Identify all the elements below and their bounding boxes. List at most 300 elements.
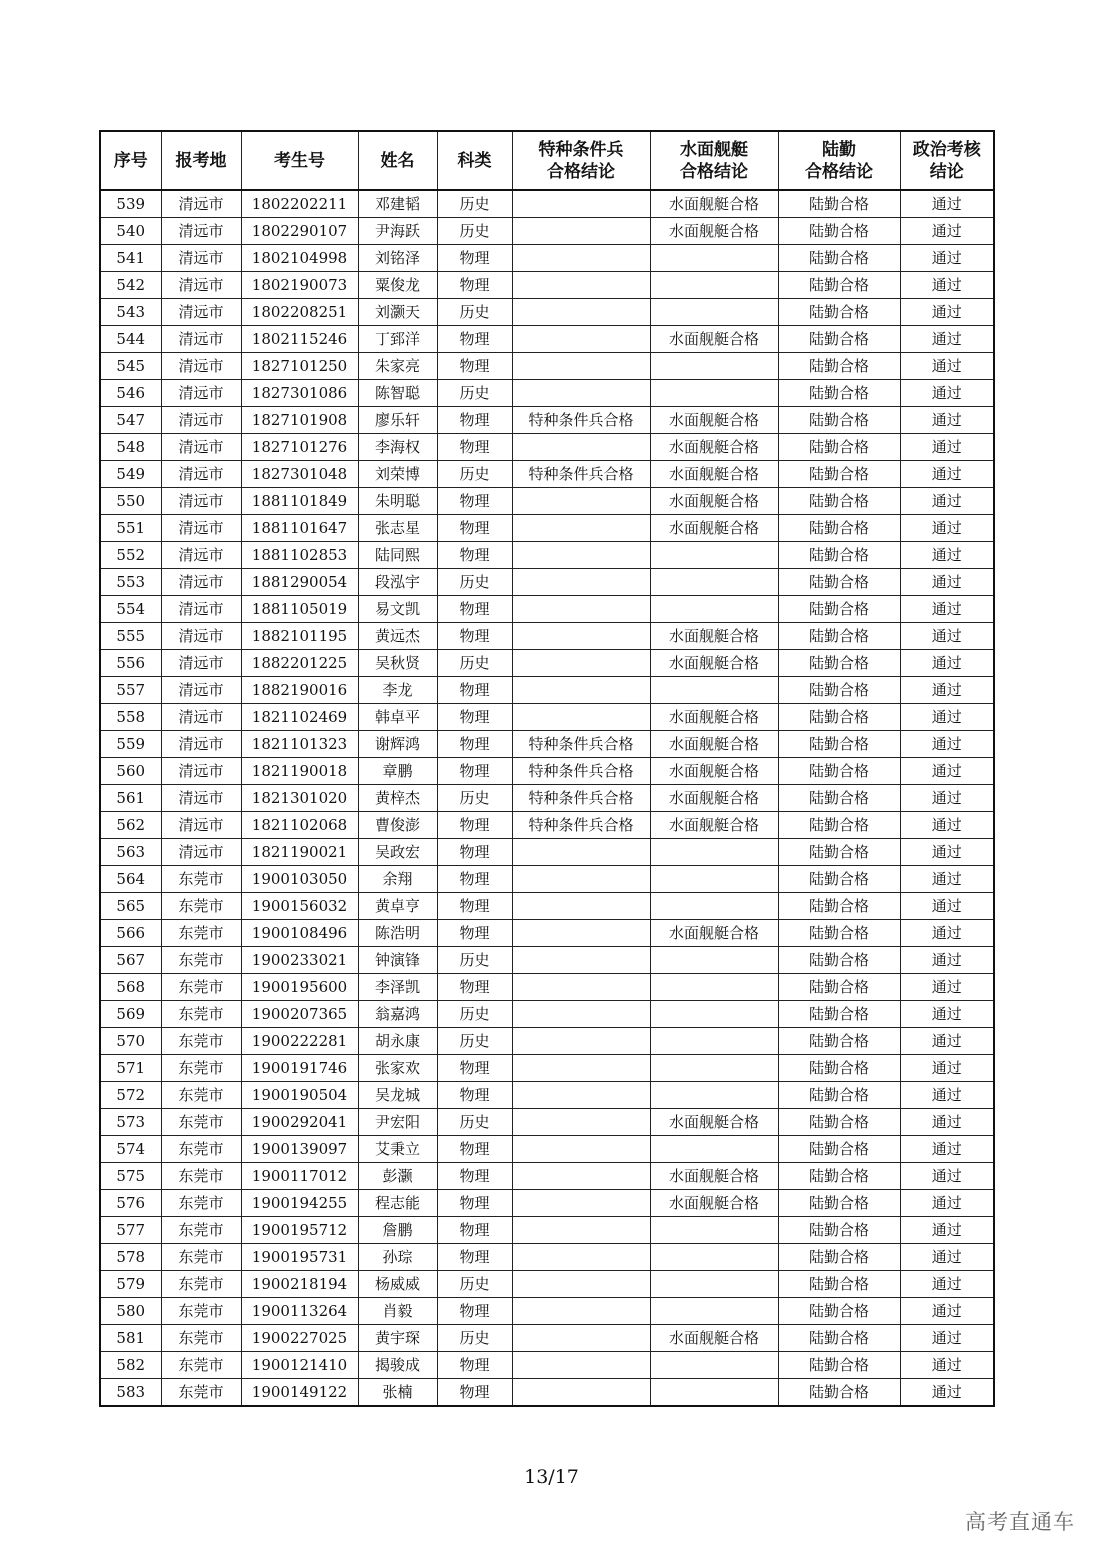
cell-ground-duty: 陆勤合格 [778,920,900,947]
cell-special-conditions [512,245,650,272]
table-row [100,407,994,434]
cell-political-review: 通过 [900,947,994,974]
table-row [100,893,994,920]
cell-subject: 物理 [437,1217,512,1244]
cell-exam-location: 东莞市 [161,1109,241,1136]
cell-surface-ship: 水面舰艇合格 [650,1109,778,1136]
cell-subject: 物理 [437,704,512,731]
cell-special-conditions: 特种条件兵合格 [512,758,650,785]
cell-subject: 历史 [437,569,512,596]
cell-exam-location: 东莞市 [161,1001,241,1028]
cell-name: 邓建韬 [358,190,437,218]
cell-name: 尹海跃 [358,218,437,245]
cell-name: 吴龙城 [358,1082,437,1109]
cell-index: 567 [100,947,161,974]
cell-exam-location: 清远市 [161,785,241,812]
cell-name: 章鹏 [358,758,437,785]
cell-subject: 物理 [437,974,512,1001]
cell-ground-duty: 陆勤合格 [778,1190,900,1217]
table-row [100,190,994,218]
cell-political-review: 通过 [900,190,994,218]
cell-surface-ship [650,1217,778,1244]
cell-name: 黄卓亨 [358,893,437,920]
cell-index: 581 [100,1325,161,1352]
cell-subject: 物理 [437,1163,512,1190]
cell-surface-ship: 水面舰艇合格 [650,731,778,758]
cell-surface-ship [650,974,778,1001]
cell-name: 廖乐轩 [358,407,437,434]
cell-name: 钟演锋 [358,947,437,974]
cell-candidate-number: 1900222281 [241,1028,358,1055]
cell-exam-location: 清远市 [161,650,241,677]
cell-special-conditions [512,542,650,569]
table-row [100,569,994,596]
header-ground-duty: 陆勤 合格结论 [778,131,900,190]
cell-candidate-number: 1900113264 [241,1298,358,1325]
table-row [100,542,994,569]
cell-special-conditions [512,515,650,542]
cell-special-conditions [512,677,650,704]
cell-ground-duty: 陆勤合格 [778,190,900,218]
cell-index: 540 [100,218,161,245]
cell-ground-duty: 陆勤合格 [778,947,900,974]
cell-candidate-number: 1900194255 [241,1190,358,1217]
watermark-text: 高考直通车 [965,1510,1075,1534]
cell-subject: 物理 [437,812,512,839]
cell-surface-ship [650,893,778,920]
cell-subject: 物理 [437,1190,512,1217]
cell-political-review: 通过 [900,785,994,812]
cell-special-conditions [512,1379,650,1407]
cell-political-review: 通过 [900,704,994,731]
cell-exam-location: 东莞市 [161,1136,241,1163]
table-row [100,1379,994,1407]
cell-ground-duty: 陆勤合格 [778,434,900,461]
cell-political-review: 通过 [900,650,994,677]
table-row [100,758,994,785]
cell-ground-duty: 陆勤合格 [778,1217,900,1244]
cell-name: 陆同熙 [358,542,437,569]
cell-candidate-number: 1900292041 [241,1109,358,1136]
cell-political-review: 通过 [900,623,994,650]
cell-candidate-number: 1881290054 [241,569,358,596]
cell-index: 539 [100,190,161,218]
cell-special-conditions [512,1298,650,1325]
cell-exam-location: 清远市 [161,569,241,596]
cell-subject: 物理 [437,515,512,542]
cell-candidate-number: 1881105019 [241,596,358,623]
cell-surface-ship: 水面舰艇合格 [650,1163,778,1190]
cell-special-conditions [512,974,650,1001]
header-name: 姓名 [358,131,437,190]
table-row [100,299,994,326]
cell-exam-location: 东莞市 [161,1379,241,1407]
header-candidate-number: 考生号 [241,131,358,190]
cell-surface-ship [650,542,778,569]
cell-exam-location: 清远市 [161,299,241,326]
cell-surface-ship [650,947,778,974]
cell-name: 黄远杰 [358,623,437,650]
cell-subject: 物理 [437,731,512,758]
cell-exam-location: 清远市 [161,542,241,569]
cell-ground-duty: 陆勤合格 [778,299,900,326]
cell-ground-duty: 陆勤合格 [778,866,900,893]
cell-index: 560 [100,758,161,785]
cell-special-conditions [512,1001,650,1028]
cell-surface-ship: 水面舰艇合格 [650,1190,778,1217]
cell-subject: 物理 [437,353,512,380]
cell-candidate-number: 1827101908 [241,407,358,434]
cell-special-conditions [512,1028,650,1055]
cell-surface-ship: 水面舰艇合格 [650,515,778,542]
cell-index: 561 [100,785,161,812]
cell-special-conditions [512,893,650,920]
cell-political-review: 通过 [900,1244,994,1271]
cell-subject: 物理 [437,1379,512,1407]
cell-subject: 物理 [437,839,512,866]
cell-candidate-number: 1821102068 [241,812,358,839]
cell-ground-duty: 陆勤合格 [778,353,900,380]
cell-political-review: 通过 [900,353,994,380]
cell-name: 丁郅洋 [358,326,437,353]
cell-name: 刘荣博 [358,461,437,488]
cell-ground-duty: 陆勤合格 [778,704,900,731]
cell-ground-duty: 陆勤合格 [778,542,900,569]
cell-exam-location: 清远市 [161,596,241,623]
cell-index: 554 [100,596,161,623]
cell-subject: 物理 [437,407,512,434]
cell-ground-duty: 陆勤合格 [778,1136,900,1163]
table-row [100,245,994,272]
cell-ground-duty: 陆勤合格 [778,1244,900,1271]
cell-index: 550 [100,488,161,515]
cell-subject: 物理 [437,893,512,920]
cell-political-review: 通过 [900,434,994,461]
cell-subject: 物理 [437,1082,512,1109]
cell-surface-ship: 水面舰艇合格 [650,190,778,218]
cell-surface-ship [650,380,778,407]
cell-name: 黄梓杰 [358,785,437,812]
cell-surface-ship: 水面舰艇合格 [650,758,778,785]
cell-surface-ship [650,1028,778,1055]
cell-name: 程志能 [358,1190,437,1217]
cell-exam-location: 清远市 [161,515,241,542]
cell-exam-location: 东莞市 [161,1055,241,1082]
cell-candidate-number: 1900149122 [241,1379,358,1407]
table-row [100,1244,994,1271]
cell-exam-location: 清远市 [161,623,241,650]
cell-subject: 历史 [437,1001,512,1028]
cell-political-review: 通过 [900,299,994,326]
cell-special-conditions: 特种条件兵合格 [512,785,650,812]
cell-surface-ship [650,1136,778,1163]
table-row [100,947,994,974]
cell-surface-ship: 水面舰艇合格 [650,1325,778,1352]
cell-index: 571 [100,1055,161,1082]
cell-special-conditions [512,1109,650,1136]
cell-political-review: 通过 [900,569,994,596]
cell-index: 562 [100,812,161,839]
cell-ground-duty: 陆勤合格 [778,1001,900,1028]
cell-special-conditions [512,1190,650,1217]
header-special-conditions: 特种条件兵 合格结论 [512,131,650,190]
cell-ground-duty: 陆勤合格 [778,569,900,596]
cell-candidate-number: 1900156032 [241,893,358,920]
cell-candidate-number: 1821190018 [241,758,358,785]
cell-ground-duty: 陆勤合格 [778,1298,900,1325]
cell-surface-ship [650,1244,778,1271]
cell-candidate-number: 1900191746 [241,1055,358,1082]
cell-subject: 历史 [437,1325,512,1352]
cell-subject: 历史 [437,650,512,677]
cell-ground-duty: 陆勤合格 [778,1109,900,1136]
cell-name: 艾秉立 [358,1136,437,1163]
cell-surface-ship [650,353,778,380]
table-row [100,353,994,380]
cell-political-review: 通过 [900,326,994,353]
cell-subject: 物理 [437,488,512,515]
cell-index: 555 [100,623,161,650]
cell-candidate-number: 1900117012 [241,1163,358,1190]
cell-exam-location: 东莞市 [161,1271,241,1298]
cell-index: 572 [100,1082,161,1109]
cell-special-conditions: 特种条件兵合格 [512,812,650,839]
cell-index: 579 [100,1271,161,1298]
cell-political-review: 通过 [900,1190,994,1217]
cell-special-conditions [512,947,650,974]
cell-candidate-number: 1881102853 [241,542,358,569]
cell-ground-duty: 陆勤合格 [778,974,900,1001]
cell-ground-duty: 陆勤合格 [778,758,900,785]
table-row [100,839,994,866]
cell-name: 尹宏阳 [358,1109,437,1136]
cell-ground-duty: 陆勤合格 [778,1271,900,1298]
cell-exam-location: 东莞市 [161,1190,241,1217]
cell-index: 563 [100,839,161,866]
cell-candidate-number: 1900190504 [241,1082,358,1109]
cell-index: 553 [100,569,161,596]
cell-name: 胡永康 [358,1028,437,1055]
cell-name: 孙琮 [358,1244,437,1271]
cell-index: 565 [100,893,161,920]
cell-political-review: 通过 [900,1055,994,1082]
table-row [100,677,994,704]
cell-exam-location: 东莞市 [161,866,241,893]
cell-name: 揭骏成 [358,1352,437,1379]
cell-name: 刘铭泽 [358,245,437,272]
cell-name: 粟俊龙 [358,272,437,299]
cell-candidate-number: 1827101250 [241,353,358,380]
cell-political-review: 通过 [900,1109,994,1136]
cell-special-conditions [512,650,650,677]
cell-index: 570 [100,1028,161,1055]
page-number: 13/17 [524,1466,579,1488]
cell-exam-location: 东莞市 [161,893,241,920]
table-header-row [100,131,994,190]
cell-surface-ship [650,1271,778,1298]
cell-political-review: 通过 [900,218,994,245]
cell-name: 朱家亮 [358,353,437,380]
cell-exam-location: 东莞市 [161,1028,241,1055]
cell-subject: 历史 [437,785,512,812]
cell-political-review: 通过 [900,677,994,704]
cell-name: 李泽凯 [358,974,437,1001]
cell-political-review: 通过 [900,461,994,488]
table-row [100,272,994,299]
cell-name: 肖毅 [358,1298,437,1325]
cell-candidate-number: 1900139097 [241,1136,358,1163]
cell-name: 段泓宇 [358,569,437,596]
cell-special-conditions [512,488,650,515]
cell-candidate-number: 1900195712 [241,1217,358,1244]
cell-candidate-number: 1802208251 [241,299,358,326]
cell-surface-ship: 水面舰艇合格 [650,434,778,461]
cell-special-conditions: 特种条件兵合格 [512,407,650,434]
cell-exam-location: 东莞市 [161,1298,241,1325]
cell-political-review: 通过 [900,380,994,407]
cell-ground-duty: 陆勤合格 [778,488,900,515]
cell-candidate-number: 1827301086 [241,380,358,407]
table-row [100,1055,994,1082]
cell-candidate-number: 1882101195 [241,623,358,650]
cell-candidate-number: 1821190021 [241,839,358,866]
cell-political-review: 通过 [900,1136,994,1163]
table-row [100,1190,994,1217]
cell-political-review: 通过 [900,731,994,758]
header-subject: 科类 [437,131,512,190]
table-row [100,785,994,812]
cell-name: 李龙 [358,677,437,704]
cell-candidate-number: 1900218194 [241,1271,358,1298]
cell-ground-duty: 陆勤合格 [778,785,900,812]
cell-surface-ship [650,1001,778,1028]
cell-political-review: 通过 [900,1271,994,1298]
cell-special-conditions [512,1136,650,1163]
cell-special-conditions [512,353,650,380]
cell-exam-location: 清远市 [161,245,241,272]
cell-ground-duty: 陆勤合格 [778,407,900,434]
table-row [100,461,994,488]
cell-subject: 物理 [437,677,512,704]
cell-subject: 物理 [437,920,512,947]
cell-exam-location: 清远市 [161,731,241,758]
cell-index: 552 [100,542,161,569]
cell-political-review: 通过 [900,1217,994,1244]
cell-candidate-number: 1827301048 [241,461,358,488]
cell-subject: 物理 [437,434,512,461]
cell-surface-ship [650,677,778,704]
cell-ground-duty: 陆勤合格 [778,515,900,542]
cell-subject: 物理 [437,866,512,893]
cell-ground-duty: 陆勤合格 [778,245,900,272]
cell-political-review: 通过 [900,542,994,569]
cell-special-conditions [512,218,650,245]
cell-special-conditions [512,1244,650,1271]
cell-political-review: 通过 [900,974,994,1001]
cell-subject: 物理 [437,623,512,650]
cell-exam-location: 清远市 [161,218,241,245]
table-row [100,488,994,515]
table-row [100,515,994,542]
cell-name: 余翔 [358,866,437,893]
cell-candidate-number: 1802104998 [241,245,358,272]
cell-special-conditions [512,704,650,731]
cell-name: 李海权 [358,434,437,461]
cell-candidate-number: 1882190016 [241,677,358,704]
cell-surface-ship [650,1352,778,1379]
cell-surface-ship [650,1082,778,1109]
cell-name: 陈浩明 [358,920,437,947]
cell-candidate-number: 1881101647 [241,515,358,542]
cell-special-conditions: 特种条件兵合格 [512,461,650,488]
cell-special-conditions [512,1217,650,1244]
cell-surface-ship [650,1055,778,1082]
cell-index: 577 [100,1217,161,1244]
table-row [100,326,994,353]
cell-name: 吴秋贤 [358,650,437,677]
cell-subject: 历史 [437,1109,512,1136]
cell-political-review: 通过 [900,1298,994,1325]
cell-surface-ship: 水面舰艇合格 [650,488,778,515]
cell-subject: 物理 [437,1298,512,1325]
cell-subject: 历史 [437,461,512,488]
cell-subject: 物理 [437,326,512,353]
cell-surface-ship [650,569,778,596]
cell-special-conditions [512,1271,650,1298]
cell-surface-ship: 水面舰艇合格 [650,704,778,731]
header-index: 序号 [100,131,161,190]
table-row [100,623,994,650]
cell-exam-location: 东莞市 [161,974,241,1001]
cell-special-conditions [512,920,650,947]
cell-subject: 物理 [437,272,512,299]
cell-surface-ship: 水面舰艇合格 [650,407,778,434]
cell-ground-duty: 陆勤合格 [778,596,900,623]
cell-surface-ship [650,596,778,623]
cell-subject: 物理 [437,245,512,272]
cell-exam-location: 清远市 [161,190,241,218]
cell-subject: 历史 [437,299,512,326]
cell-surface-ship [650,866,778,893]
cell-index: 558 [100,704,161,731]
cell-subject: 历史 [437,380,512,407]
table-row [100,1001,994,1028]
cell-ground-duty: 陆勤合格 [778,731,900,758]
cell-surface-ship: 水面舰艇合格 [650,326,778,353]
cell-exam-location: 东莞市 [161,1352,241,1379]
cell-candidate-number: 1900103050 [241,866,358,893]
cell-subject: 物理 [437,542,512,569]
cell-name: 刘灏天 [358,299,437,326]
cell-candidate-number: 1900195600 [241,974,358,1001]
cell-candidate-number: 1821101323 [241,731,358,758]
cell-candidate-number: 1900195731 [241,1244,358,1271]
cell-exam-location: 清远市 [161,812,241,839]
table-row [100,1109,994,1136]
cell-name: 陈智聪 [358,380,437,407]
cell-surface-ship [650,299,778,326]
cell-special-conditions [512,190,650,218]
cell-exam-location: 清远市 [161,326,241,353]
cell-political-review: 通过 [900,1163,994,1190]
cell-subject: 物理 [437,596,512,623]
table-row [100,1028,994,1055]
cell-index: 547 [100,407,161,434]
cell-index: 541 [100,245,161,272]
cell-index: 580 [100,1298,161,1325]
cell-special-conditions: 特种条件兵合格 [512,731,650,758]
cell-candidate-number: 1802290107 [241,218,358,245]
